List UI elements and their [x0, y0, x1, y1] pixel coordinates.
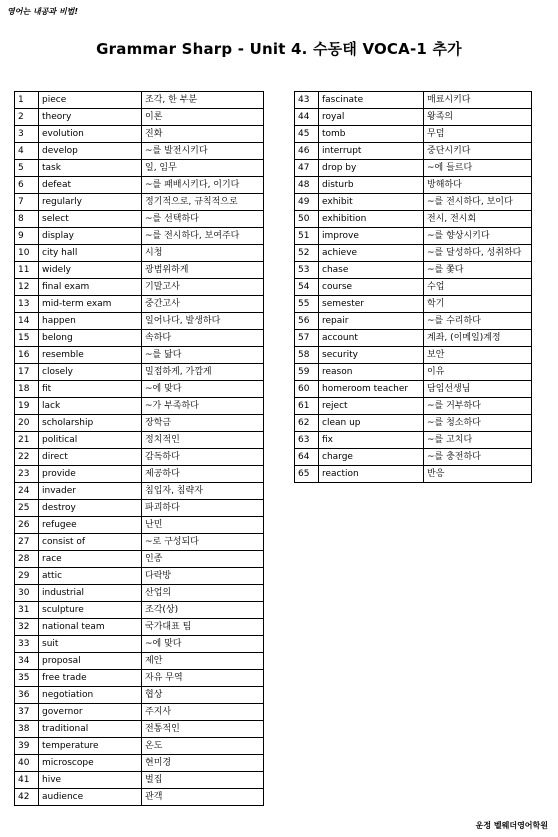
vocab-row: [15, 194, 264, 211]
vocab-meaning: 온도: [142, 738, 264, 755]
vocab-row: [295, 398, 532, 415]
vocab-number: 35: [15, 670, 39, 687]
vocab-number: 58: [295, 347, 319, 364]
vocab-row: [295, 347, 532, 364]
vocab-number: 2: [15, 109, 39, 126]
vocab-row: [295, 279, 532, 296]
vocab-meaning: 침입자, 침략자: [142, 483, 264, 500]
vocab-number: 41: [15, 772, 39, 789]
vocab-number: 7: [15, 194, 39, 211]
vocab-meaning: ~를 선택하다: [142, 211, 264, 228]
vocab-word: reaction: [319, 466, 424, 483]
vocab-meaning: 파괴하다: [142, 500, 264, 517]
vocab-row: [295, 466, 532, 483]
vocab-number: 57: [295, 330, 319, 347]
vocab-row: [15, 755, 264, 772]
vocab-meaning: 제공하다: [142, 466, 264, 483]
vocab-word: evolution: [39, 126, 142, 143]
vocab-row: [15, 126, 264, 143]
vocab-number: 46: [295, 143, 319, 160]
vocab-word: race: [39, 551, 142, 568]
vocab-meaning: ~를 청소하다: [424, 415, 532, 432]
vocab-number: 48: [295, 177, 319, 194]
vocab-meaning: ~를 달성하다, 성취하다: [424, 245, 532, 262]
vocab-number: 3: [15, 126, 39, 143]
vocab-word: homeroom teacher: [319, 381, 424, 398]
vocab-word: drop by: [319, 160, 424, 177]
vocab-meaning: 전시, 전시회: [424, 211, 532, 228]
vocab-meaning: ~를 수리하다: [424, 313, 532, 330]
vocab-row: [295, 109, 532, 126]
vocab-number: 10: [15, 245, 39, 262]
vocab-row: [15, 619, 264, 636]
vocab-number: 1: [15, 92, 39, 109]
vocab-number: 61: [295, 398, 319, 415]
vocab-row: [15, 160, 264, 177]
vocab-meaning: 다락방: [142, 568, 264, 585]
vocab-number: 44: [295, 109, 319, 126]
vocab-number: 33: [15, 636, 39, 653]
vocab-row: [15, 330, 264, 347]
vocab-number: 62: [295, 415, 319, 432]
vocab-number: 34: [15, 653, 39, 670]
vocab-word: temperature: [39, 738, 142, 755]
vocab-number: 23: [15, 466, 39, 483]
vocab-word: task: [39, 160, 142, 177]
vocab-word: resemble: [39, 347, 142, 364]
vocab-meaning: 주지사: [142, 704, 264, 721]
vocab-row: [15, 364, 264, 381]
vocab-word: consist of: [39, 534, 142, 551]
vocab-word: account: [319, 330, 424, 347]
vocab-row: [15, 500, 264, 517]
vocab-meaning: 현미경: [142, 755, 264, 772]
vocab-word: traditional: [39, 721, 142, 738]
vocab-meaning: ~가 부족하다: [142, 398, 264, 415]
vocab-number: 51: [295, 228, 319, 245]
vocab-number: 16: [15, 347, 39, 364]
vocab-meaning: 기말고사: [142, 279, 264, 296]
vocab-meaning: 반응: [424, 466, 532, 483]
vocab-number: 30: [15, 585, 39, 602]
vocab-number: 43: [295, 92, 319, 109]
vocab-row: [15, 143, 264, 160]
vocab-number: 40: [15, 755, 39, 772]
vocab-number: 28: [15, 551, 39, 568]
vocab-row: [15, 789, 264, 806]
vocab-row: [15, 483, 264, 500]
vocab-row: [15, 347, 264, 364]
vocab-meaning: ~를 닮다: [142, 347, 264, 364]
vocab-meaning: ~에 들르다: [424, 160, 532, 177]
vocab-number: 50: [295, 211, 319, 228]
vocab-number: 64: [295, 449, 319, 466]
vocab-word: city hall: [39, 245, 142, 262]
vocab-word: chase: [319, 262, 424, 279]
vocab-meaning: ~를 패배시키다, 이기다: [142, 177, 264, 194]
vocab-word: regularly: [39, 194, 142, 211]
vocab-meaning: 담임선생님: [424, 381, 532, 398]
vocab-meaning: ~를 거부하다: [424, 398, 532, 415]
vocab-number: 59: [295, 364, 319, 381]
vocab-row: [295, 194, 532, 211]
vocab-row: [15, 279, 264, 296]
vocab-number: 12: [15, 279, 39, 296]
vocab-row: [15, 551, 264, 568]
vocab-meaning: 이유: [424, 364, 532, 381]
vocab-meaning: ~를 고치다: [424, 432, 532, 449]
vocab-word: provide: [39, 466, 142, 483]
vocab-meaning: 보안: [424, 347, 532, 364]
vocab-row: [295, 432, 532, 449]
vocab-meaning: 협상: [142, 687, 264, 704]
vocab-word: national team: [39, 619, 142, 636]
vocab-row: [295, 143, 532, 160]
vocab-word: negotiation: [39, 687, 142, 704]
vocab-table-left: [14, 91, 264, 806]
vocab-word: royal: [319, 109, 424, 126]
vocab-word: proposal: [39, 653, 142, 670]
vocab-meaning: ~를 쫓다: [424, 262, 532, 279]
vocab-row: [295, 415, 532, 432]
vocab-row: [295, 126, 532, 143]
vocab-word: defeat: [39, 177, 142, 194]
vocab-number: 36: [15, 687, 39, 704]
vocab-meaning: 방해하다: [424, 177, 532, 194]
vocab-meaning: 일, 임무: [142, 160, 264, 177]
vocab-word: charge: [319, 449, 424, 466]
vocab-word: theory: [39, 109, 142, 126]
vocab-row: [295, 449, 532, 466]
vocab-number: 20: [15, 415, 39, 432]
vocab-word: invader: [39, 483, 142, 500]
vocab-row: [15, 381, 264, 398]
vocab-number: 9: [15, 228, 39, 245]
vocab-word: happen: [39, 313, 142, 330]
vocab-number: 42: [15, 789, 39, 806]
vocab-meaning: 진화: [142, 126, 264, 143]
vocab-meaning: 정기적으로, 규칙적으로: [142, 194, 264, 211]
vocab-number: 18: [15, 381, 39, 398]
vocab-word: hive: [39, 772, 142, 789]
vocab-meaning: 밀접하게, 가깝게: [142, 364, 264, 381]
vocab-word: mid-term exam: [39, 296, 142, 313]
vocab-meaning: 인종: [142, 551, 264, 568]
vocab-word: final exam: [39, 279, 142, 296]
vocab-word: reason: [319, 364, 424, 381]
vocab-row: [15, 517, 264, 534]
vocab-word: political: [39, 432, 142, 449]
vocab-row: [15, 704, 264, 721]
vocab-word: destroy: [39, 500, 142, 517]
footer-academy: 운정 벨웨더영어학원: [475, 821, 548, 830]
vocab-meaning: 국가대표 팀: [142, 619, 264, 636]
vocab-word: display: [39, 228, 142, 245]
vocab-number: 13: [15, 296, 39, 313]
vocab-row: [15, 466, 264, 483]
vocab-row: [15, 211, 264, 228]
vocab-number: 8: [15, 211, 39, 228]
vocab-number: 56: [295, 313, 319, 330]
vocab-number: 38: [15, 721, 39, 738]
vocab-meaning: 장학금: [142, 415, 264, 432]
vocab-row: [15, 296, 264, 313]
vocab-number: 14: [15, 313, 39, 330]
vocab-meaning: ~를 전시하다, 보이다: [424, 194, 532, 211]
vocab-row: [295, 364, 532, 381]
vocab-row: [15, 636, 264, 653]
page-title: Grammar Sharp - Unit 4. 수동태 VOCA-1 추가: [96, 40, 462, 58]
vocab-row: [15, 670, 264, 687]
vocab-number: 49: [295, 194, 319, 211]
vocab-word: lack: [39, 398, 142, 415]
vocab-meaning: 중간고사: [142, 296, 264, 313]
vocab-word: achieve: [319, 245, 424, 262]
vocab-number: 5: [15, 160, 39, 177]
vocab-number: 60: [295, 381, 319, 398]
vocab-row: [295, 313, 532, 330]
vocab-meaning: ~를 전시하다, 보여주다: [142, 228, 264, 245]
vocab-row: [295, 92, 532, 109]
vocab-word: fix: [319, 432, 424, 449]
vocab-number: 29: [15, 568, 39, 585]
vocab-number: 47: [295, 160, 319, 177]
vocab-row: [15, 738, 264, 755]
vocab-row: [15, 602, 264, 619]
tagline: 영어는 내공과 비법!: [7, 7, 79, 16]
vocab-number: 63: [295, 432, 319, 449]
vocab-row: [15, 772, 264, 789]
vocab-number: 45: [295, 126, 319, 143]
vocab-word: fit: [39, 381, 142, 398]
vocab-number: 39: [15, 738, 39, 755]
vocab-number: 17: [15, 364, 39, 381]
vocab-meaning: 중단시키다: [424, 143, 532, 160]
vocab-number: 52: [295, 245, 319, 262]
vocab-row: [295, 177, 532, 194]
vocab-meaning: 감독하다: [142, 449, 264, 466]
vocab-number: 54: [295, 279, 319, 296]
vocab-row: [15, 653, 264, 670]
vocab-meaning: 난민: [142, 517, 264, 534]
vocab-meaning: 제안: [142, 653, 264, 670]
vocab-word: attic: [39, 568, 142, 585]
vocab-number: 19: [15, 398, 39, 415]
vocab-row: [15, 398, 264, 415]
vocab-word: interrupt: [319, 143, 424, 160]
vocab-row: [295, 228, 532, 245]
vocab-row: [15, 585, 264, 602]
vocab-word: course: [319, 279, 424, 296]
vocab-word: exhibit: [319, 194, 424, 211]
vocab-word: scholarship: [39, 415, 142, 432]
vocab-meaning: 광범위하게: [142, 262, 264, 279]
vocab-number: 31: [15, 602, 39, 619]
vocab-word: reject: [319, 398, 424, 415]
vocab-word: audience: [39, 789, 142, 806]
vocab-meaning: 정치적인: [142, 432, 264, 449]
vocab-row: [295, 381, 532, 398]
vocab-row: [15, 432, 264, 449]
vocab-meaning: 일어나다, 발생하다: [142, 313, 264, 330]
vocab-row: [295, 330, 532, 347]
vocab-number: 27: [15, 534, 39, 551]
vocab-meaning: 학기: [424, 296, 532, 313]
vocab-row: [15, 109, 264, 126]
vocab-row: [15, 177, 264, 194]
vocab-meaning: 관객: [142, 789, 264, 806]
vocab-meaning: 전통적인: [142, 721, 264, 738]
vocab-row: [295, 296, 532, 313]
vocab-number: 55: [295, 296, 319, 313]
vocab-meaning: 속하다: [142, 330, 264, 347]
vocab-number: 4: [15, 143, 39, 160]
vocab-meaning: ~로 구성되다: [142, 534, 264, 551]
vocab-word: clean up: [319, 415, 424, 432]
vocab-meaning: 이론: [142, 109, 264, 126]
vocab-row: [15, 228, 264, 245]
vocab-number: 24: [15, 483, 39, 500]
vocab-word: industrial: [39, 585, 142, 602]
vocab-word: belong: [39, 330, 142, 347]
vocab-word: microscope: [39, 755, 142, 772]
vocab-row: [295, 160, 532, 177]
vocab-word: suit: [39, 636, 142, 653]
vocab-word: refugee: [39, 517, 142, 534]
vocab-number: 22: [15, 449, 39, 466]
vocab-word: security: [319, 347, 424, 364]
vocab-row: [295, 245, 532, 262]
vocab-meaning: 자유 무역: [142, 670, 264, 687]
vocab-row: [15, 534, 264, 551]
vocab-word: improve: [319, 228, 424, 245]
vocab-meaning: 왕족의: [424, 109, 532, 126]
vocab-row: [15, 449, 264, 466]
vocab-number: 15: [15, 330, 39, 347]
vocab-word: select: [39, 211, 142, 228]
vocab-word: semester: [319, 296, 424, 313]
vocab-number: 65: [295, 466, 319, 483]
vocab-word: disturb: [319, 177, 424, 194]
vocab-word: sculpture: [39, 602, 142, 619]
vocab-row: [15, 313, 264, 330]
vocab-word: widely: [39, 262, 142, 279]
vocab-word: repair: [319, 313, 424, 330]
vocab-row: [15, 568, 264, 585]
vocab-meaning: ~에 맞다: [142, 636, 264, 653]
vocab-meaning: 조각(상): [142, 602, 264, 619]
vocab-number: 53: [295, 262, 319, 279]
vocab-meaning: 계좌, (이메일)계정: [424, 330, 532, 347]
vocab-meaning: ~를 충전하다: [424, 449, 532, 466]
vocab-meaning: 무덤: [424, 126, 532, 143]
vocab-meaning: 산업의: [142, 585, 264, 602]
vocab-number: 32: [15, 619, 39, 636]
vocab-row: [15, 92, 264, 109]
vocab-meaning: ~에 맞다: [142, 381, 264, 398]
vocab-number: 25: [15, 500, 39, 517]
vocab-meaning: 시청: [142, 245, 264, 262]
vocab-meaning: 매료시키다: [424, 92, 532, 109]
vocab-table-right: [294, 91, 532, 483]
vocab-number: 37: [15, 704, 39, 721]
vocab-meaning: ~를 발전시키다: [142, 143, 264, 160]
vocab-word: piece: [39, 92, 142, 109]
vocab-word: fascinate: [319, 92, 424, 109]
vocab-meaning: 조각, 한 부분: [142, 92, 264, 109]
vocab-row: [15, 245, 264, 262]
vocab-number: 26: [15, 517, 39, 534]
vocab-word: exhibition: [319, 211, 424, 228]
vocab-word: free trade: [39, 670, 142, 687]
vocab-word: tomb: [319, 126, 424, 143]
vocab-row: [295, 262, 532, 279]
vocab-row: [15, 687, 264, 704]
vocab-row: [15, 415, 264, 432]
vocab-word: direct: [39, 449, 142, 466]
vocab-row: [15, 721, 264, 738]
vocab-meaning: 벌집: [142, 772, 264, 789]
vocab-row: [15, 262, 264, 279]
vocab-number: 6: [15, 177, 39, 194]
vocab-meaning: ~를 향상시키다: [424, 228, 532, 245]
vocab-word: closely: [39, 364, 142, 381]
vocab-row: [295, 211, 532, 228]
vocab-meaning: 수업: [424, 279, 532, 296]
vocab-word: governor: [39, 704, 142, 721]
vocab-word: develop: [39, 143, 142, 160]
vocab-number: 11: [15, 262, 39, 279]
vocab-number: 21: [15, 432, 39, 449]
